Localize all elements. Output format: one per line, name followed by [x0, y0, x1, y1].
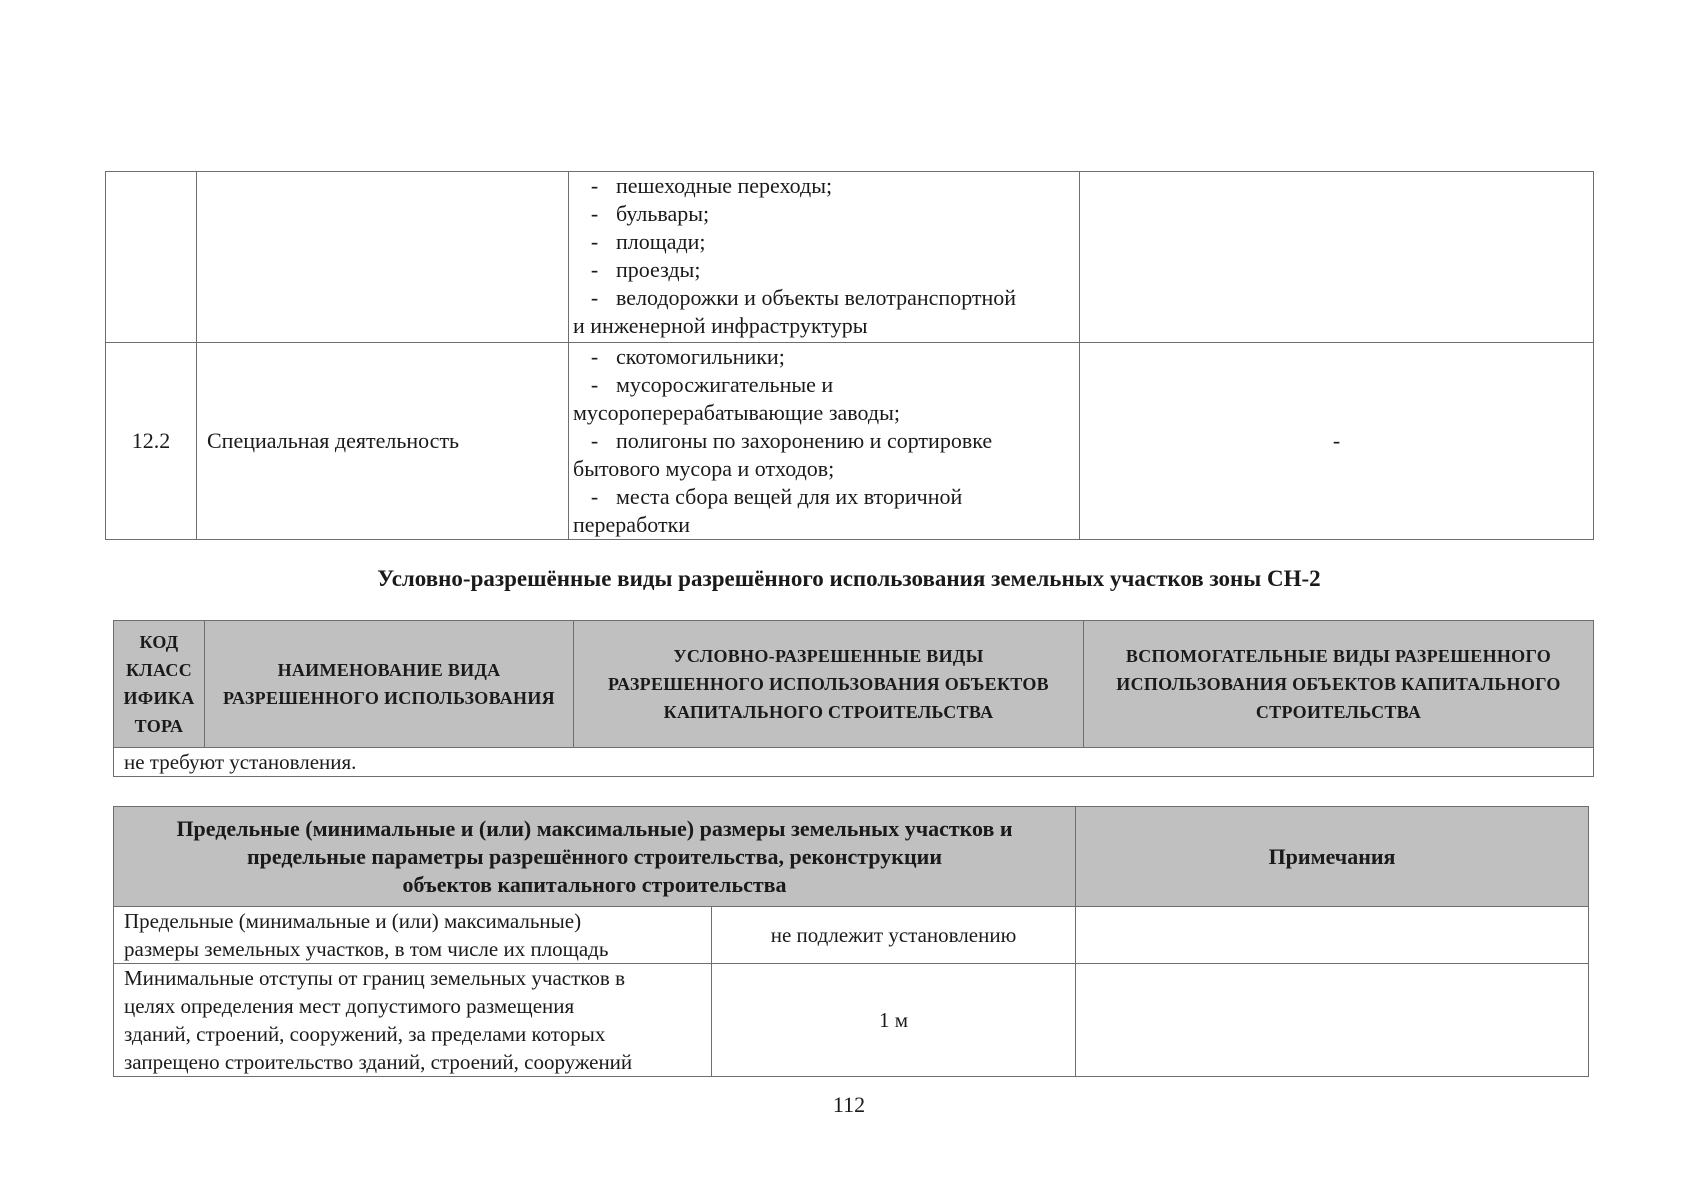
page-number: 112 [832, 1092, 866, 1117]
list-item: - велодорожки и объекты велотранспортной [590, 285, 1017, 310]
name-cell [197, 172, 569, 343]
table-row [114, 964, 1589, 1077]
uses-list-cell [569, 172, 1080, 343]
list-item: - бульвары; [590, 201, 710, 226]
parameter-value: не подлежит установлению [712, 907, 1076, 964]
parameters-table [113, 806, 1589, 1077]
table-header-row [114, 807, 1589, 907]
parameter-value: 1 м [712, 964, 1076, 1077]
table-row [114, 748, 1594, 777]
parameter-label: Предельные (минимальные и (или) максимальные) размеры земельных участков, в том числе их площадь [114, 907, 712, 964]
parameter-note [1076, 907, 1589, 964]
list-item: - проезды; [590, 257, 701, 282]
section-heading: Условно-разрешённые виды разрешённого использования земельных участков зоны СН-2 [377, 566, 1321, 591]
aux-cell [1080, 172, 1594, 343]
list-item: - места сбора вещей для их вторичной [590, 484, 963, 509]
list-item-continuation: бытового мусора и отходов; [573, 456, 835, 481]
code-cell [106, 172, 197, 343]
header-notes: Примечания [1076, 807, 1589, 907]
list-item-continuation: и инженерной инфраструктуры [573, 313, 868, 338]
uses-list-cell [569, 343, 1080, 540]
list-item: - пешеходные переходы; [590, 173, 833, 198]
list-item-continuation: переработки [573, 512, 691, 537]
parameter-label: Минимальные отступы от границ земельных участков в целях определения мест допустимого размещения зданий, строений, сооружений, за пределами которых запрещено строительство зданий, строений, сооружений [114, 964, 712, 1077]
code-cell: 12.2 [106, 343, 197, 540]
conditional-uses-table [113, 620, 1594, 777]
parameter-note [1076, 964, 1589, 1077]
table-row [106, 172, 1594, 343]
list-item-continuation: мусороперерабатывающие заводы; [573, 400, 900, 425]
name-cell: Специальная деятельность [197, 343, 569, 540]
list-item: - скотомогильники; [590, 344, 785, 369]
list-item: - площади; [590, 229, 706, 254]
list-item: - мусоросжигательные и [590, 372, 834, 397]
permitted-uses-table-continuation [105, 171, 1594, 540]
table-row [106, 343, 1594, 540]
header-code: КОД КЛАСС ИФИКА ТОРА [114, 621, 205, 748]
header-parameters: Предельные (минимальные и (или) максимальные) размеры земельных участков и предельные параметры разрешённого строительства, реконструкции объектов капитального строительства [114, 807, 1076, 907]
header-auxiliary-uses: ВСПОМОГАТЕЛЬНЫЕ ВИДЫ РАЗРЕШЕННОГО ИСПОЛЬЗОВАНИЯ ОБЪЕКТОВ КАПИТАЛЬНОГО СТРОИТЕЛЬСТВА [1084, 621, 1594, 748]
list-item: - полигоны по захоронению и сортировке [590, 428, 993, 453]
header-name: НАИМЕНОВАНИЕ ВИДА РАЗРЕШЕННОГО ИСПОЛЬЗОВАНИЯ [205, 621, 574, 748]
table-row [114, 907, 1589, 964]
table-header-row [114, 621, 1594, 748]
header-conditional-uses: УСЛОВНО-РАЗРЕШЕННЫЕ ВИДЫ РАЗРЕШЕННОГО ИСПОЛЬЗОВАНИЯ ОБЪЕКТОВ КАПИТАЛЬНОГО СТРОИТЕЛЬСТВА [574, 621, 1084, 748]
note-cell: не требуют установления. [114, 748, 1594, 777]
aux-cell: - [1080, 343, 1594, 540]
